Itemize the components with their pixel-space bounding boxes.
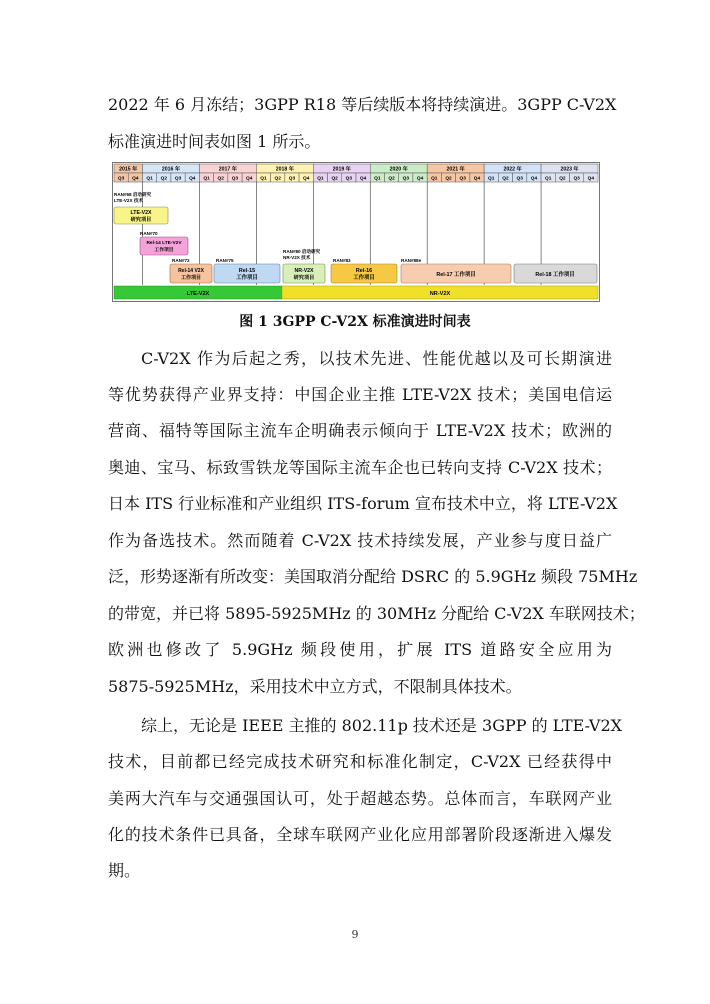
quarter-cell bbox=[128, 173, 142, 182]
body-text-line: 5875-5925MHz，采用技术中立方式，不限制具体技术。 bbox=[108, 677, 522, 696]
quarter-cell bbox=[470, 173, 484, 182]
svg-text:2020 年: 2020 年 bbox=[389, 166, 408, 173]
year-cell-3 bbox=[256, 164, 313, 173]
year-cell-8 bbox=[541, 164, 598, 173]
svg-text:2019 年: 2019 年 bbox=[332, 166, 351, 173]
quarter-cell bbox=[185, 173, 199, 182]
svg-text:Rel-15: Rel-15 bbox=[238, 268, 256, 274]
svg-text:工作项目: 工作项目 bbox=[353, 275, 375, 281]
quarter-cell bbox=[541, 173, 555, 182]
year-cell-7 bbox=[484, 164, 541, 173]
svg-text:Q1: Q1 bbox=[317, 176, 324, 182]
svg-text:Q2: Q2 bbox=[502, 176, 509, 182]
quarter-cell bbox=[228, 173, 242, 182]
milestone-ran80: RAN#80 启动研究 NR-V2X 技术 bbox=[283, 249, 321, 260]
milestone-ran83: RAN#83 bbox=[333, 258, 351, 263]
svg-text:Q2: Q2 bbox=[160, 176, 168, 182]
milestone-ran72: RAN#72 bbox=[172, 258, 190, 263]
year-cell-2 bbox=[199, 164, 256, 173]
bar-rel14-lte-v2v bbox=[140, 237, 188, 255]
body-text-line: 作为备选技术。然而随着 C-V2X 技术持续发展，产业参与度日益广 bbox=[108, 531, 612, 550]
body-text-line: 日本 ITS 行业标准和产业组织 ITS-forum 宣布技术中立，将 LTE-V2X bbox=[108, 494, 618, 513]
svg-text:工作项目: 工作项目 bbox=[236, 275, 258, 281]
svg-text:Q4: Q4 bbox=[132, 176, 139, 182]
svg-text:LTE-V2X: LTE-V2X bbox=[130, 210, 152, 216]
body-text-line: C-V2X 作为后起之秀，以技术先进、性能优越以及可长期演进 bbox=[141, 349, 612, 368]
year-cell-1 bbox=[142, 164, 199, 173]
body-text-line: 期。 bbox=[108, 861, 141, 880]
svg-text:Q2: Q2 bbox=[274, 176, 281, 182]
quarter-cell bbox=[299, 173, 313, 182]
svg-text:Q4: Q4 bbox=[416, 176, 424, 182]
figure-caption: 图 1 3GPP C-V2X 标准演进时间表 bbox=[239, 314, 471, 330]
quarter-cell bbox=[313, 173, 327, 182]
year-cell-0 bbox=[114, 164, 142, 173]
body-text-line: 化的技术条件已具备，全球车联网产业化应用部署阶段逐渐进入爆发 bbox=[108, 825, 612, 844]
svg-text:工作项目: 工作项目 bbox=[180, 275, 202, 281]
svg-text:Rel-14 LTE-V2V: Rel-14 LTE-V2V bbox=[146, 241, 182, 246]
quarter-cell bbox=[399, 173, 413, 182]
quarter-cell bbox=[555, 173, 569, 182]
svg-text:Q2: Q2 bbox=[388, 176, 395, 182]
svg-text:Q3: Q3 bbox=[459, 176, 466, 182]
quarter-cell bbox=[370, 173, 384, 182]
svg-text:Q4: Q4 bbox=[189, 176, 196, 182]
year-cell-6 bbox=[427, 164, 484, 173]
bar-lte-v2x-study bbox=[114, 207, 168, 224]
svg-text:Q1: Q1 bbox=[146, 176, 153, 182]
svg-text:NR-V2X: NR-V2X bbox=[294, 268, 314, 274]
quarter-cell bbox=[498, 173, 512, 182]
svg-text:2016 年: 2016 年 bbox=[161, 166, 181, 173]
quarter-cell bbox=[584, 173, 598, 182]
svg-text:Q3: Q3 bbox=[516, 176, 523, 182]
bar-rel16 bbox=[331, 264, 397, 283]
milestone-ran70: RAN#70 bbox=[140, 231, 158, 236]
svg-text:Q3: Q3 bbox=[117, 176, 125, 182]
quarter-cell bbox=[157, 173, 171, 182]
body-text-line: 美两大汽车与交通强国认可，处于超越态势。总体而言，车联网产业 bbox=[108, 789, 612, 808]
milestone-ran75: RAN#75 bbox=[216, 258, 234, 263]
svg-text:Q4: Q4 bbox=[359, 176, 367, 182]
quarter-cell bbox=[256, 173, 270, 182]
quarter-cell bbox=[513, 173, 527, 182]
svg-text:研究项目: 研究项目 bbox=[130, 217, 152, 223]
bar-rel18 bbox=[514, 264, 597, 283]
svg-text:Q2: Q2 bbox=[217, 176, 224, 182]
body-text-line: 2022 年 6 月冻结；3GPP R18 等后续版本将持续演进。3GPP C-V2X bbox=[108, 95, 617, 114]
svg-text:Q4: Q4 bbox=[530, 176, 538, 182]
svg-text:Q1: Q1 bbox=[544, 176, 552, 182]
quarter-cell bbox=[271, 173, 285, 182]
page-number: 9 bbox=[351, 928, 359, 941]
milestone-ran88e: RAN#88e bbox=[401, 258, 422, 263]
svg-text:2021 年: 2021 年 bbox=[446, 166, 465, 173]
svg-text:2017 年: 2017 年 bbox=[218, 166, 237, 173]
track-lte-v2x bbox=[114, 286, 282, 299]
svg-text:LTE-V2X: LTE-V2X bbox=[186, 291, 210, 297]
body-text-line: 综上，无论是 IEEE 主推的 802.11p 技术还是 3GPP 的 LTE-V2X bbox=[141, 716, 623, 735]
bar-rel14-v2x bbox=[170, 264, 212, 283]
standard-timeline-figure bbox=[112, 162, 600, 302]
svg-text:Q3: Q3 bbox=[573, 176, 580, 182]
svg-text:Q2: Q2 bbox=[559, 176, 566, 182]
quarter-cell bbox=[199, 173, 213, 182]
svg-text:Q2: Q2 bbox=[331, 176, 338, 182]
year-header-row bbox=[114, 164, 598, 173]
quarter-cell bbox=[484, 173, 498, 182]
quarter-cell bbox=[456, 173, 470, 182]
body-text-line: 奥迪、宝马、标致雪铁龙等国际主流车企也已转向支持 C-V2X 技术； bbox=[108, 458, 612, 477]
svg-text:Rel-17 工作项目: Rel-17 工作项目 bbox=[436, 272, 476, 278]
svg-text:2022 年: 2022 年 bbox=[503, 166, 522, 173]
quarter-cell bbox=[214, 173, 228, 182]
quarter-cell bbox=[413, 173, 427, 182]
svg-text:Q1: Q1 bbox=[374, 176, 381, 182]
body-text-line: 标准演进时间表如图 1 所示。 bbox=[108, 132, 321, 151]
body-text-line: 泛，形势逐渐有所改变：美国取消分配给 DSRC 的 5.9GHz 频段 75MHz bbox=[108, 567, 638, 586]
quarter-cell bbox=[171, 173, 185, 182]
body-text-line: 营商、福特等国际主流车企明确表示倾向于 LTE-V2X 技术；欧洲的 bbox=[108, 421, 612, 440]
svg-text:Q4: Q4 bbox=[246, 176, 253, 182]
svg-text:工作项目: 工作项目 bbox=[154, 248, 174, 253]
quarter-cell bbox=[114, 173, 128, 182]
milestone-ran68: RAN#68 启动研究 LTE-V2X 技术 bbox=[114, 192, 152, 203]
quarter-cell bbox=[427, 173, 441, 182]
bar-rel17 bbox=[401, 264, 511, 283]
svg-text:Rel-16: Rel-16 bbox=[355, 268, 373, 274]
svg-text:Q4: Q4 bbox=[473, 176, 481, 182]
svg-text:2018 年: 2018 年 bbox=[275, 166, 294, 173]
quarter-cell bbox=[570, 173, 584, 182]
body-text-line: 的带宽，并已将 5895-5925MHz 的 30MHz 分配给 C-V2X 车联网技术； bbox=[108, 604, 645, 623]
svg-text:2023 年: 2023 年 bbox=[560, 166, 579, 173]
quarter-cell bbox=[384, 173, 398, 182]
svg-text:Q1: Q1 bbox=[488, 176, 495, 182]
bar-nr-v2x-study bbox=[283, 264, 325, 283]
svg-text:Q4: Q4 bbox=[587, 176, 595, 182]
svg-text:Q3: Q3 bbox=[345, 176, 353, 182]
quarter-cell bbox=[142, 173, 156, 182]
svg-text:Rel-14 V2X: Rel-14 V2X bbox=[178, 268, 204, 274]
bar-rel15 bbox=[214, 264, 280, 283]
track-nr-v2x bbox=[282, 286, 598, 299]
svg-text:研究项目: 研究项目 bbox=[293, 275, 315, 281]
svg-text:Q4: Q4 bbox=[302, 176, 310, 182]
quarter-header-row bbox=[114, 173, 598, 182]
svg-text:Q2: Q2 bbox=[445, 176, 452, 182]
svg-text:Q3: Q3 bbox=[231, 176, 239, 182]
svg-text:Q1: Q1 bbox=[431, 176, 438, 182]
svg-text:Q3: Q3 bbox=[402, 176, 410, 182]
quarter-cell bbox=[285, 173, 299, 182]
svg-text:Q3: Q3 bbox=[288, 176, 296, 182]
svg-text:Q3: Q3 bbox=[174, 176, 182, 182]
year-cell-5 bbox=[370, 164, 427, 173]
body-text-line: 欧洲也修改了 5.9GHz 频段使用，扩展 ITS 道路安全应用为 bbox=[108, 640, 612, 659]
quarter-cell bbox=[356, 173, 370, 182]
svg-text:Q1: Q1 bbox=[203, 176, 210, 182]
svg-text:NR-V2X: NR-V2X bbox=[429, 291, 451, 297]
quarter-cell bbox=[328, 173, 342, 182]
svg-text:Rel-18 工作项目: Rel-18 工作项目 bbox=[535, 272, 575, 278]
quarter-cell bbox=[441, 173, 455, 182]
svg-text:2015 年: 2015 年 bbox=[119, 166, 138, 173]
body-text-line: 技术，目前都已经完成技术研究和标准化制定，C-V2X 已经获得中 bbox=[108, 752, 612, 771]
body-text-line: 等优势获得产业界支持：中国企业主推 LTE-V2X 技术；美国电信运 bbox=[108, 385, 612, 404]
quarter-cell bbox=[342, 173, 356, 182]
quarter-cell bbox=[242, 173, 256, 182]
quarter-cell bbox=[527, 173, 541, 182]
year-cell-4 bbox=[313, 164, 370, 173]
svg-text:Q1: Q1 bbox=[260, 176, 267, 182]
